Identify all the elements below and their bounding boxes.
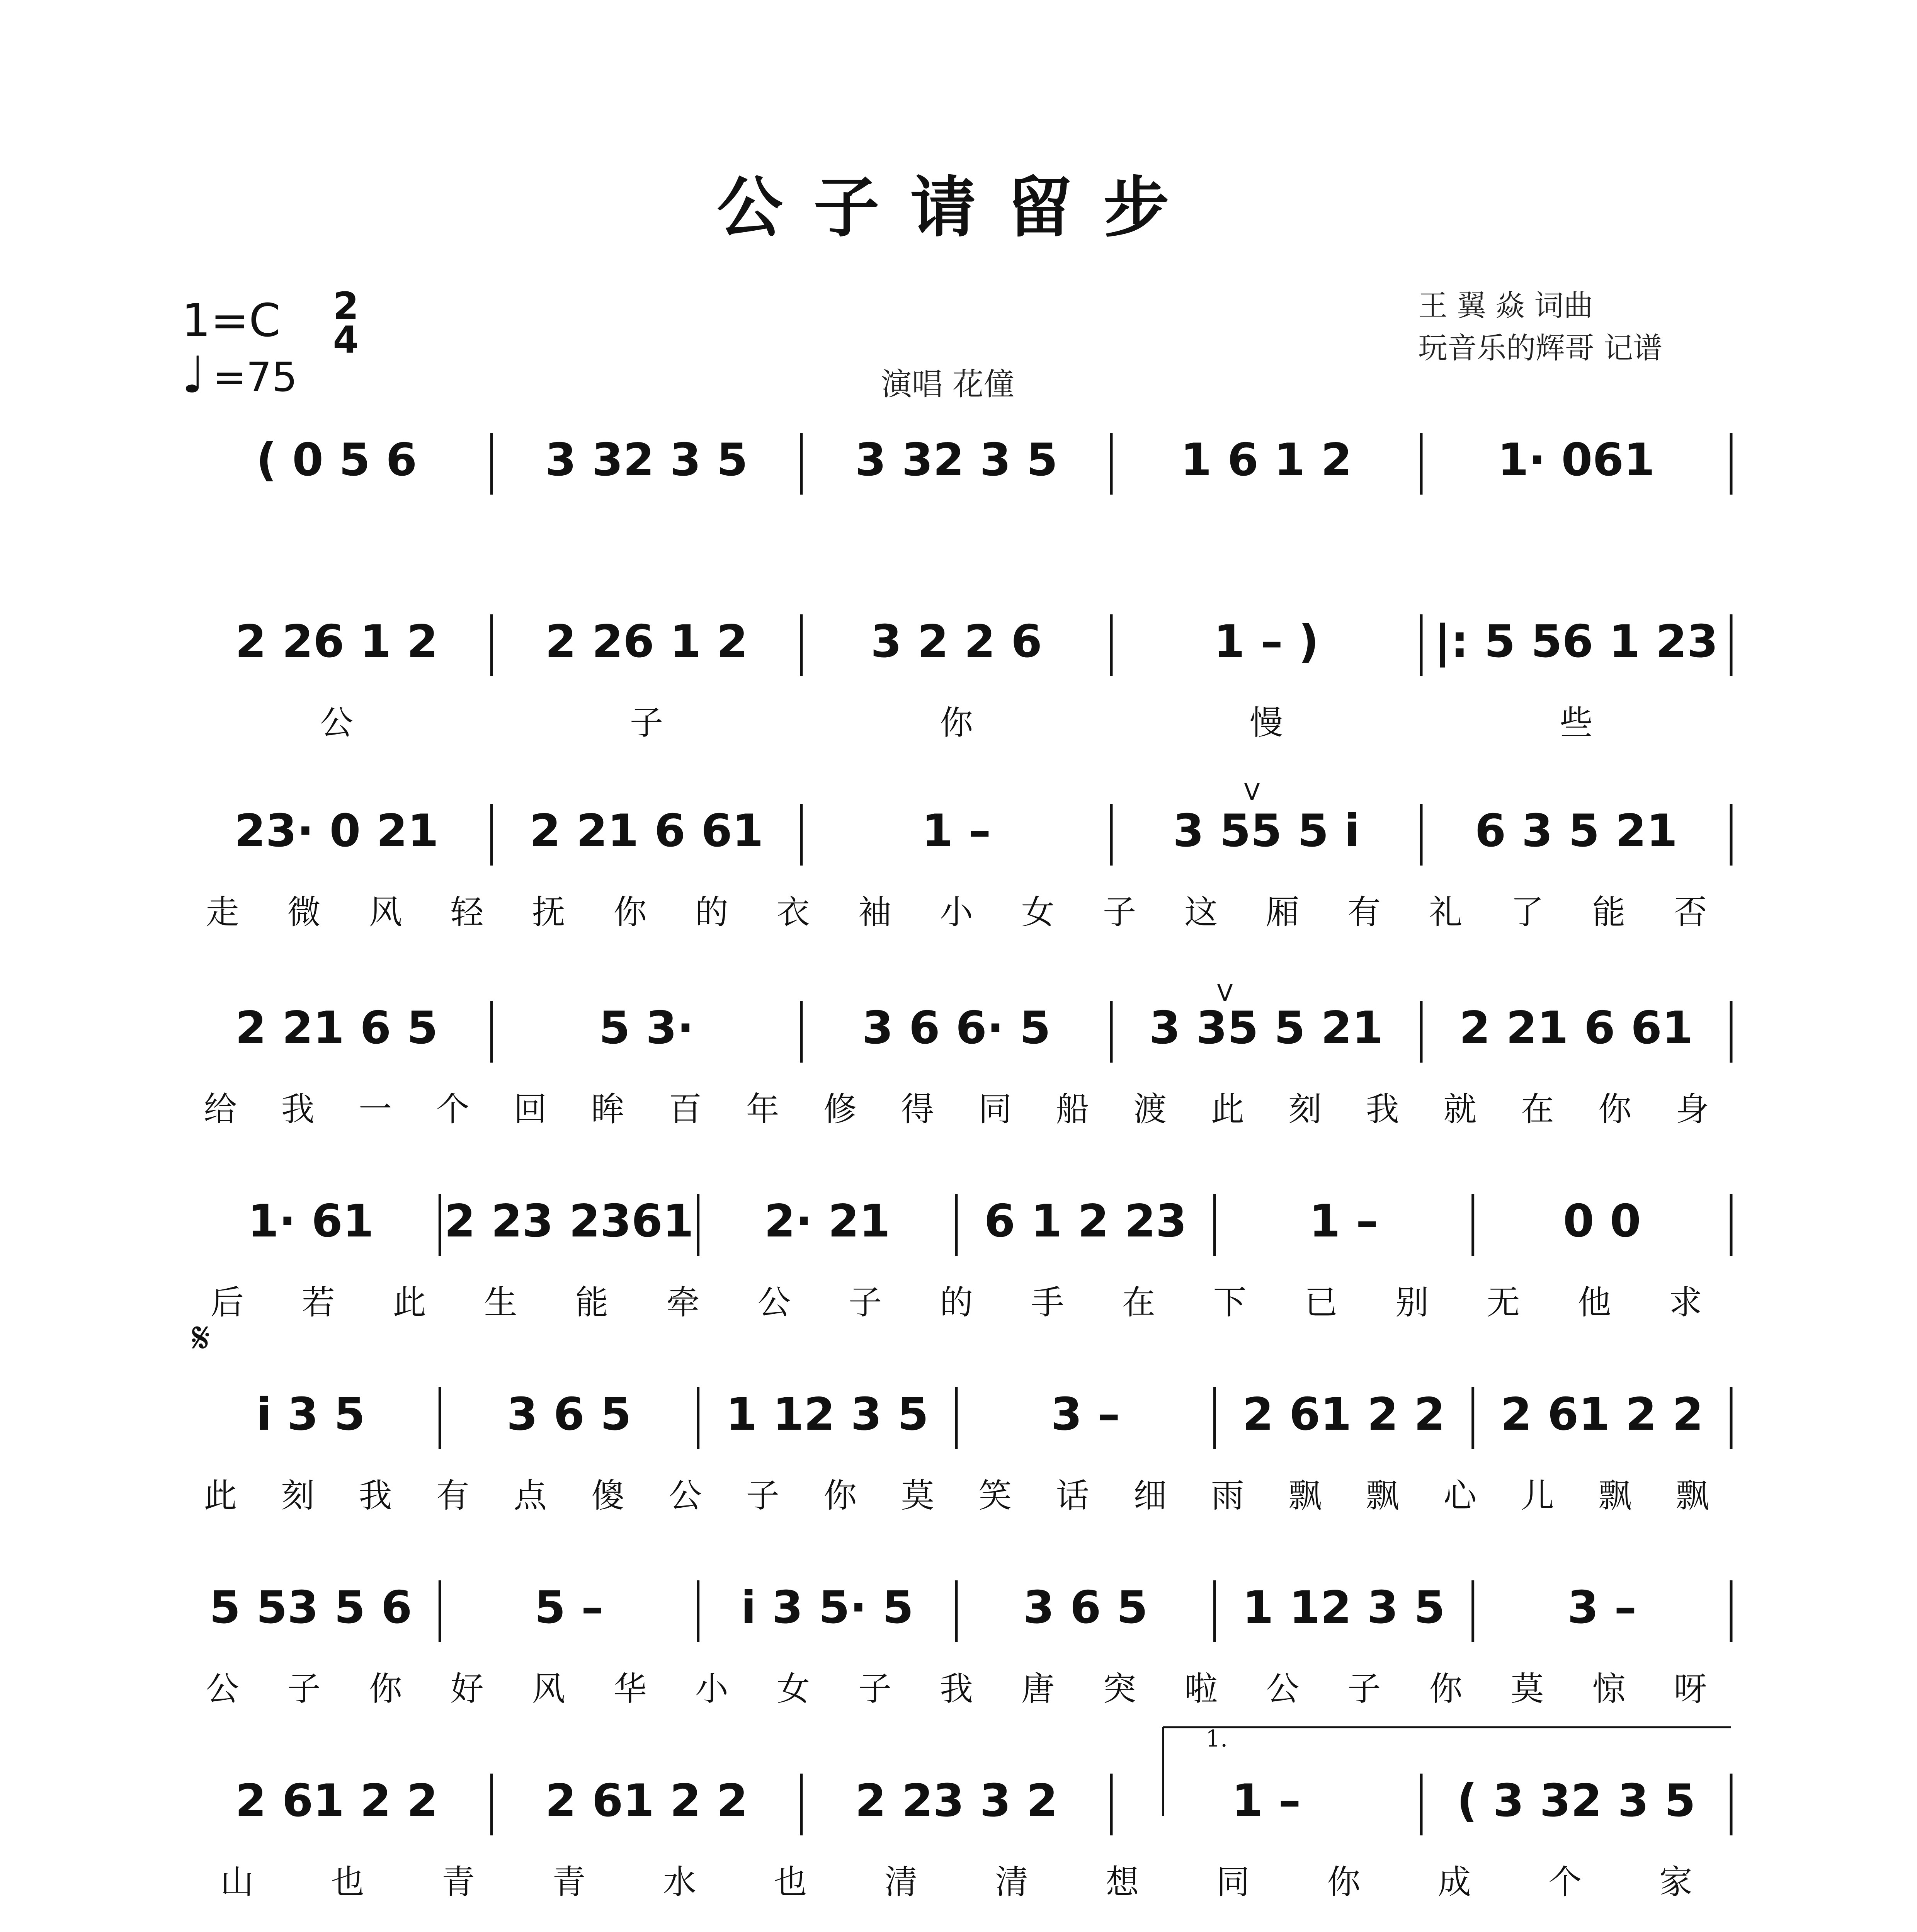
lyric-syllable: 莫 [901,1476,934,1515]
quarter-note-icon: ♩ [182,345,206,404]
measure-notes: 0 0 [1563,1195,1641,1247]
lyric-syllable: 能 [575,1283,609,1322]
lyric-syllable: 厢 [1266,893,1300,932]
page-title: 公子请留步 [717,169,1200,246]
lyric-syllable: 衣 [776,893,810,932]
measure-notes: |: 5 56 1 23 [1434,616,1718,668]
lyric-syllable: 身 [1675,1090,1709,1129]
lyric-syllable: 山 [220,1863,254,1901]
measure-notes: ( 0 5 6 [256,434,417,486]
measure-notes: ( 3 32 3 5 [1456,1775,1696,1827]
lyric-syllable: 傻 [591,1476,624,1515]
lyric-syllable: 莫 [1510,1670,1544,1708]
lyric-syllable: 慢 [1250,704,1283,742]
lyric-syllable: 女 [776,1670,810,1708]
lyric-syllable: 就 [1443,1090,1477,1129]
volta-1-label: 1. [1206,1725,1228,1752]
measure-notes: 3 – [1567,1582,1637,1634]
lyric-syllable: 青 [442,1863,475,1901]
lyric-syllable: 此 [204,1476,237,1515]
tempo-marking: =75 [213,354,298,401]
lyric-syllable: 你 [613,893,647,932]
measure-notes: 3 6 5 [507,1388,631,1440]
lyric-syllable: 突 [1103,1670,1136,1708]
measure-notes: 6 3 5 21 [1475,805,1678,857]
breath-mark: V [1244,779,1260,806]
measure-notes: 2 21 6 61 [529,805,764,857]
measure-notes: 1 – [1309,1195,1379,1247]
lyric-syllable: 你 [823,1476,857,1515]
lyric-syllable: 生 [484,1283,517,1322]
lyric-syllable: 成 [1437,1863,1471,1901]
measure-notes: 1 12 3 5 [726,1388,929,1440]
lyric-syllable: 的 [695,893,728,932]
measure-notes: 3 6 6· 5 [862,1002,1051,1054]
measure-notes: 3 – [1051,1388,1120,1440]
lyric-syllable: 清 [884,1863,918,1901]
lyric-syllable: 我 [359,1476,392,1515]
measure-notes: 2 61 2 2 [1242,1388,1445,1440]
singer-credit: 演唱 花僮 [881,366,1015,402]
measure-notes: 2 26 1 2 [545,616,748,668]
lyric-syllable: 风 [532,1670,565,1708]
lyric-syllable: 年 [746,1090,779,1129]
lyric-syllable: 轻 [450,893,484,932]
lyric-syllable: 同 [978,1090,1012,1129]
lyric-syllable: 心 [1443,1476,1477,1515]
lyric-syllable: 此 [393,1283,426,1322]
measure-notes: 5 – [534,1582,604,1634]
lyric-syllable: 走 [206,893,239,932]
lyric-syllable: 别 [1395,1283,1429,1322]
measure-notes: 3 35 5 21 [1149,1002,1383,1054]
lyric-syllable: 我 [281,1090,315,1129]
measure-notes: 2 23 3 2 [855,1775,1058,1827]
measure-notes: 3 2 2 6 [870,616,1043,668]
lyric-syllable: 公 [206,1670,239,1708]
measure-notes: 3 32 3 5 [855,434,1058,486]
lyric-syllable: 子 [746,1476,779,1515]
lyric-syllable: 你 [940,704,973,742]
lyric-syllable: 小 [940,893,973,932]
measure-notes: 6 1 2 23 [984,1195,1187,1247]
lyric-syllable: 渡 [1133,1090,1167,1129]
breath-mark: V [1217,980,1233,1007]
lyric-syllable: 能 [1592,893,1626,932]
measure-notes: 2 21 6 61 [1459,1002,1693,1054]
lyric-syllable: 公 [320,704,353,742]
lyric-syllable: 一 [359,1090,392,1129]
lyric-syllable: 公 [1266,1670,1300,1708]
measure-notes: 5 53 5 6 [209,1582,412,1634]
lyric-syllable: 得 [901,1090,934,1129]
lyric-syllable: 你 [369,1670,402,1708]
lyric-syllable: 风 [369,893,402,932]
lyric-syllable: 了 [1510,893,1544,932]
lyric-syllable: 华 [613,1670,647,1708]
transcriber-credit: 玩音乐的辉哥 记谱 [1418,331,1663,365]
lyric-syllable: 想 [1106,1863,1139,1901]
lyric-syllable: 个 [436,1090,469,1129]
lyric-syllable: 啦 [1184,1670,1218,1708]
lyric-syllable: 水 [663,1863,696,1901]
measure-notes: 2 61 2 2 [1500,1388,1704,1440]
measure-notes: 1· 61 [247,1195,374,1247]
lyric-syllable: 唐 [1021,1670,1055,1708]
lyric-syllable: 你 [1598,1090,1632,1129]
lyric-syllable: 女 [1021,893,1055,932]
lyric-syllable: 在 [1521,1090,1554,1129]
lyric-syllable: 我 [1366,1090,1399,1129]
measure-notes: 1 12 3 5 [1242,1582,1445,1634]
lyric-syllable: 你 [1429,1670,1463,1708]
lyric-syllable: 飘 [1598,1476,1632,1515]
lyric-syllable: 飘 [1675,1476,1709,1515]
lyric-syllable: 小 [695,1670,728,1708]
lyric-syllable: 我 [940,1670,973,1708]
lyric-syllable: 飘 [1288,1476,1322,1515]
lyric-syllable: 微 [287,893,321,932]
lyric-syllable: 礼 [1429,893,1463,932]
key-signature: 1=C [182,294,281,347]
lyric-syllable: 笑 [978,1476,1012,1515]
lyricist-credit: 王 翼 焱 词曲 [1418,288,1593,323]
measure-notes: 2 21 6 5 [235,1002,438,1054]
lyric-syllable: 手 [1031,1283,1064,1322]
lyric-syllable: 无 [1487,1283,1520,1322]
measure-notes: i 3 5 [256,1388,366,1440]
lyric-syllable: 公 [668,1476,702,1515]
lyric-syllable: 惊 [1592,1670,1626,1708]
lyric-syllable: 也 [331,1863,364,1901]
lyric-syllable: 话 [1056,1476,1089,1515]
measure-notes: 2· 21 [764,1195,891,1247]
measure-notes: 2 26 1 2 [235,616,438,668]
measure-notes: 2 61 2 2 [235,1775,438,1827]
lyric-syllable: 你 [1327,1863,1361,1901]
lyric-syllable: 他 [1578,1283,1611,1322]
measure-notes: 1 – [922,805,991,857]
lyric-syllable: 有 [436,1476,469,1515]
lyric-syllable: 些 [1560,704,1593,742]
lyric-syllable: 雨 [1211,1476,1244,1515]
lyric-syllable: 给 [204,1090,237,1129]
lyric-syllable: 子 [849,1283,882,1322]
lyric-syllable: 子 [858,1670,891,1708]
meter-top: 2 [333,284,359,328]
lyric-syllable: 点 [514,1476,547,1515]
lyric-syllable: 子 [1347,1670,1381,1708]
lyric-syllable: 子 [630,704,663,742]
lyric-syllable: 儿 [1521,1476,1554,1515]
lyric-syllable: 下 [1213,1283,1247,1322]
lyric-syllable: 若 [301,1283,335,1322]
measure-notes: 2 23 2361 [444,1195,694,1247]
lyric-syllable: 的 [940,1283,973,1322]
lyric-syllable: 后 [210,1283,244,1322]
measure-notes: 1· 061 [1497,434,1655,486]
lyric-syllable: 同 [1216,1863,1250,1901]
lyric-syllable: 回 [514,1090,547,1129]
measure-notes: 3 6 5 [1023,1582,1148,1634]
lyric-syllable: 家 [1659,1863,1692,1901]
measure-notes: 3 32 3 5 [545,434,748,486]
lyric-syllable: 已 [1304,1283,1338,1322]
lyric-syllable: 子 [287,1670,321,1708]
lyric-syllable: 求 [1669,1283,1703,1322]
lyric-syllable: 子 [1103,893,1136,932]
lyric-syllable: 百 [668,1090,702,1129]
measure-notes: 2 61 2 2 [545,1775,748,1827]
lyric-syllable: 在 [1122,1283,1155,1322]
lyric-syllable: 这 [1184,893,1218,932]
measure-notes: 1 6 1 2 [1180,434,1352,486]
lyric-syllable: 也 [774,1863,807,1901]
lyric-syllable: 有 [1347,893,1381,932]
lyric-syllable: 眸 [591,1090,624,1129]
lyric-syllable: 刻 [1288,1090,1322,1129]
segno-icon: 𝄋 [192,1313,210,1362]
lyric-syllable: 刻 [281,1476,315,1515]
measure-notes: 23· 0 21 [234,805,439,857]
measure-notes: 5 3· [599,1002,694,1054]
lyric-syllable: 清 [995,1863,1029,1901]
measure-notes: 1 – [1232,1775,1301,1827]
lyric-syllable: 否 [1674,893,1707,932]
lyric-syllable: 好 [450,1670,484,1708]
lyric-syllable: 细 [1133,1476,1167,1515]
lyric-syllable: 船 [1056,1090,1089,1129]
measure-notes: i 3 5· 5 [741,1582,914,1634]
lyric-syllable: 修 [823,1090,857,1129]
lyric-syllable: 公 [757,1283,791,1322]
measure-notes: 1 – ) [1213,616,1319,668]
measure-notes: 3 55 5 i [1173,805,1360,857]
meter-bottom: 4 [333,318,359,362]
lyric-syllable: 牵 [666,1283,700,1322]
lyric-syllable: 个 [1548,1863,1582,1901]
lyric-syllable: 此 [1211,1090,1244,1129]
lyric-syllable: 呀 [1674,1670,1707,1708]
lyric-syllable: 飘 [1366,1476,1399,1515]
lyric-syllable: 抚 [532,893,565,932]
lyric-syllable: 袖 [858,893,891,932]
lyric-syllable: 青 [552,1863,586,1901]
